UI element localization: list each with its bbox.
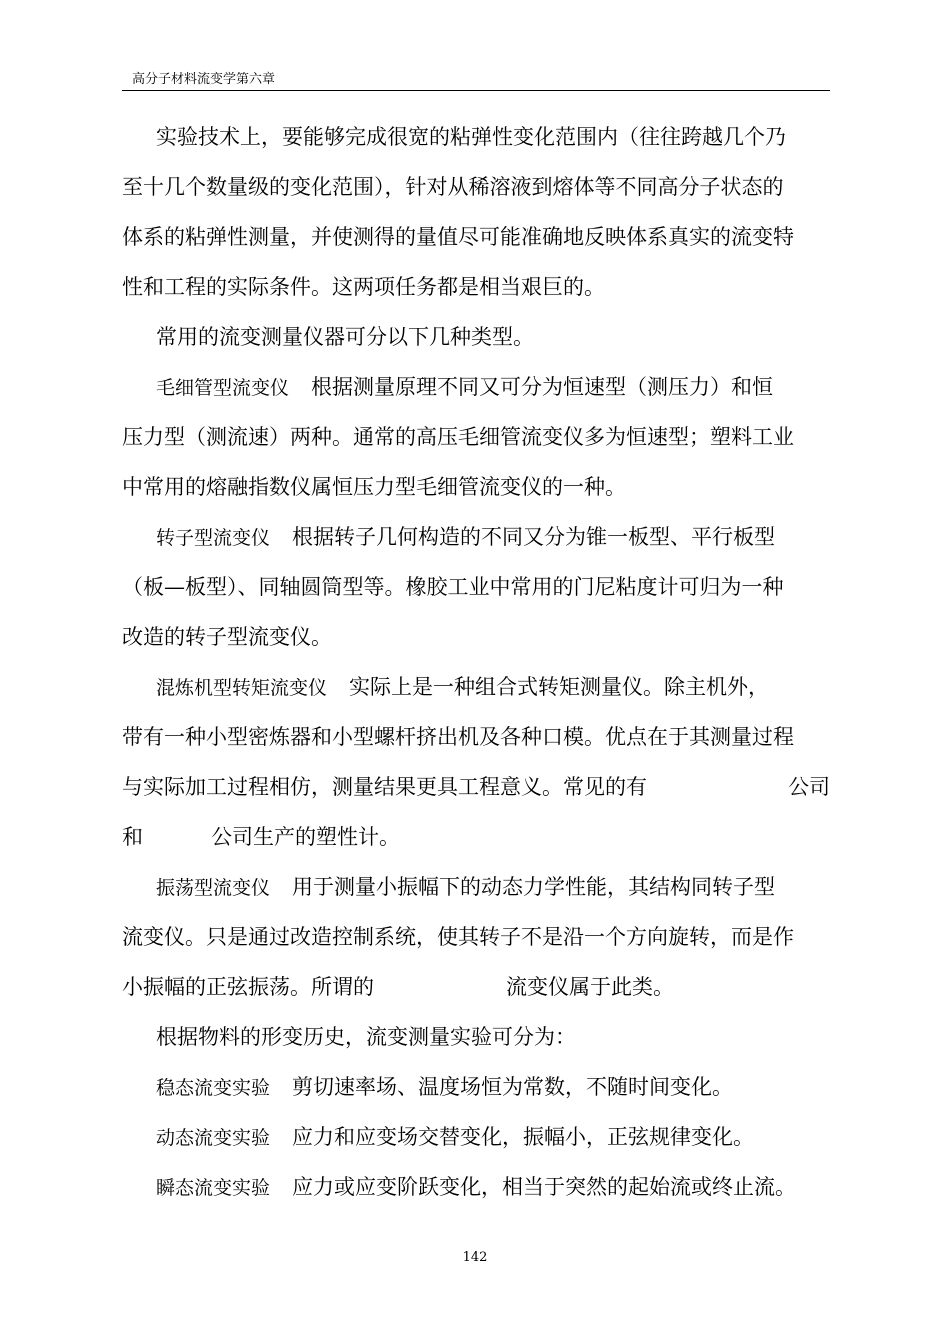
term-dynamic-experiment: 动态流变实验 <box>156 1127 271 1149</box>
paragraph-line <box>122 962 830 1012</box>
paragraph-line: 至十几个数量级的变化范围），针对从稀溶液到熔体等不同高分子状态的 <box>122 175 784 199</box>
experiment-item <box>122 1062 830 1112</box>
experiment-text: 应力和应变场交替变化，振幅小，正弦规律变化。 <box>292 1125 755 1149</box>
paragraph-line: 带有一种小型密炼器和小型螺杆挤出机及各种口模。优点在于其测量过程 <box>122 725 794 749</box>
paragraph-text: 流变仪属于此类。 <box>506 975 674 999</box>
paragraph-text: 公司生产的塑性计。 <box>211 825 400 849</box>
page-number: 142 <box>462 1250 488 1265</box>
paragraph-line <box>122 762 830 812</box>
paragraph-line <box>122 812 830 862</box>
paragraph-line: （板—板型）、同轴圆筒型等。橡胶工业中常用的门尼粘度计可归为一种 <box>122 575 784 599</box>
paragraph-text: 和 <box>122 825 143 849</box>
paragraph-text: 根据测量原理不同又可分为恒速型（测压力）和恒 <box>311 375 774 399</box>
paragraph-line: 性和工程的实际条件。这两项任务都是相当艰巨的。 <box>122 275 605 299</box>
paragraph-line: 常用的流变测量仪器可分以下几种类型。 <box>156 325 534 349</box>
paragraph-line: 改造的转子型流变仪。 <box>122 625 332 649</box>
paragraph-line <box>122 662 830 712</box>
paragraph-text: 与实际加工过程相仿，测量结果更具工程意义。常见的有 <box>122 775 647 799</box>
term-oscillatory-rheometer: 振荡型流变仪 <box>156 877 271 899</box>
term-rotor-rheometer: 转子型流变仪 <box>156 527 271 549</box>
paragraph-line: 根据物料的形变历史，流变测量实验可分为： <box>156 1025 576 1049</box>
paragraph-text: 实际上是一种组合式转矩测量仪。除主机外， <box>349 675 770 699</box>
paragraph-text: 根据转子几何构造的不同又分为锥一板型、平行板型 <box>292 525 776 549</box>
paragraph-text: 公司 <box>788 775 830 799</box>
paragraph-line: 体系的粘弹性测量，并使测得的量值尽可能准确地反映体系真实的流变特 <box>122 225 794 249</box>
document-body <box>122 112 830 1212</box>
term-capillary-rheometer: 毛细管型流变仪 <box>156 377 290 399</box>
experiment-text: 剪切速率场、温度场恒为常数，不随时间变化。 <box>292 1075 734 1099</box>
paragraph-line <box>122 512 830 562</box>
page-header <box>122 70 830 91</box>
term-torque-rheometer: 混炼机型转矩流变仪 <box>156 677 328 699</box>
paragraph-line <box>122 862 830 912</box>
paragraph-line <box>122 362 830 412</box>
experiment-item <box>122 1162 830 1212</box>
paragraph-line: 实验技术上，要能够完成很宽的粘弹性变化范围内（往往跨越几个乃 <box>156 125 786 149</box>
paragraph-text: 小振幅的正弦振荡。所谓的 <box>122 975 374 999</box>
term-transient-experiment: 瞬态流变实验 <box>156 1177 271 1199</box>
experiment-item <box>122 1112 830 1162</box>
paragraph-line: 压力型（测流速）两种。通常的高压毛细管流变仪多为恒速型；塑料工业 <box>122 425 794 449</box>
paragraph-text: 用于测量小振幅下的动态力学性能，其结构同转子型 <box>292 875 776 899</box>
paragraph-line: 中常用的熔融指数仪属恒压力型毛细管流变仪的一种。 <box>122 475 626 499</box>
paragraph-line: 流变仪。只是通过改造控制系统，使其转子不是沿一个方向旋转，而是作 <box>122 925 794 949</box>
header-title: 高分子材料流变学第六章 <box>132 72 276 87</box>
term-steady-experiment: 稳态流变实验 <box>156 1077 271 1099</box>
experiment-text: 应力或应变阶跃变化，相当于突然的起始流或终止流。 <box>292 1175 797 1199</box>
